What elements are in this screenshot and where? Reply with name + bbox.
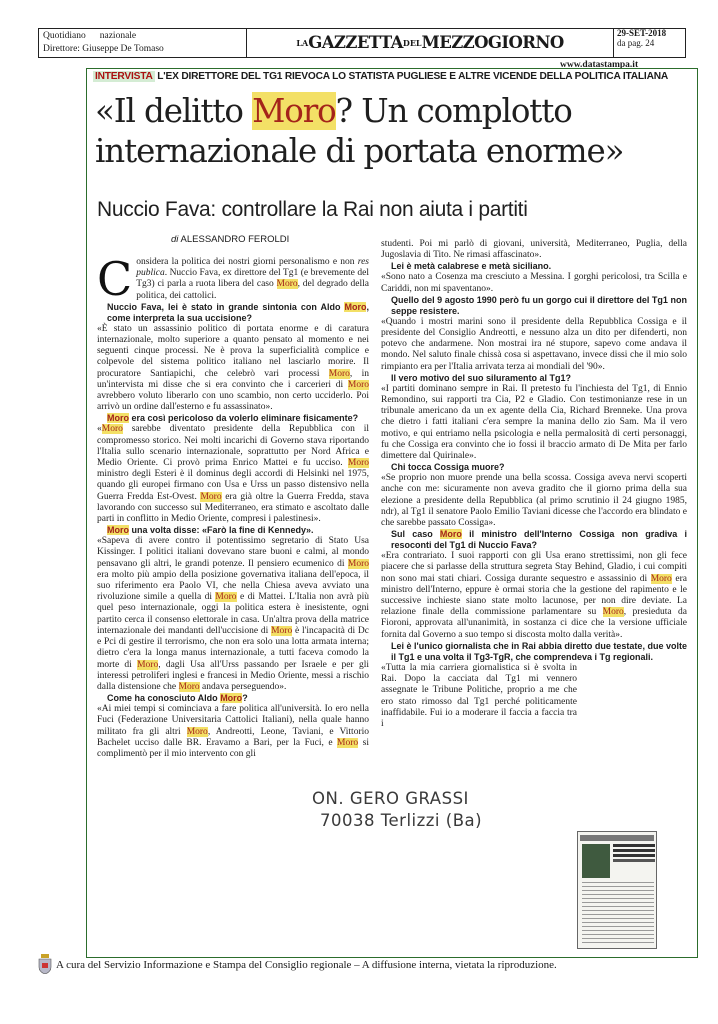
stamp-name: ON. GERO GRASSI	[312, 789, 469, 808]
article-subheadline: Nuccio Fava: controllare la Rai non aiuta i partiti	[97, 198, 528, 221]
kicker-text: L'EX DIRETTORE DEL TG1 RIEVOCA LO STATISTA PUGLIESE E ALTRE VICENDE DELLA POLITICA ITALIANA	[154, 71, 669, 82]
article-column-left: Considera la politica dei nostri giorni personalismo e non res publica. Nuccio Fava, ex direttore del Tg1 (e brevemente del Tg3) ci parla a ruota libera del caso Moro, del degrado della politica, dei cattolici. Nuccio Fava, lei è stato in grande sintonia con Aldo Moro, come interpreta la sua uccisione? «È stato un assassinio politico di portata enorme e di caratura internazionale, molto superiore a quanto pensato al momento e nei seguenti cinque processi. Ne è prova la superficialità complice e colpevole del sistema politico italiano nel lasciarlo morire. Il procuratore Santiapichi, che celebrò vari processi Moro, in un'intervista mi disse che si era convinto che i carcerieri di Moro avrebbero voluto liberarlo con uno scambio, non certo ucciderlo. Poi arrivò un ordine dall'esterno e fu assassinato». Moro era così pericoloso da volerlo eliminare fisicamente? «Moro sarebbe diventato presidente della Repubblica con il compromesso storico. Nei molti incarichi di Governo stava riportando l'Italia sullo scenario internazionale, soprattutto per Nord Africa e Medio Oriente. Ci provò prima Enrico Mattei e fu ucciso. Moro ministro degli Esteri è il dominus degli accordi di Helsinki nel 1975, quando gli europei firmano con Usa e Urss un passo distensivo nella Guerra Fredda Est-Ovest. Moro era già oltre la Guerra Fredda, stava lavorando con successo sul Mediterraneo, era stimato e ascoltato dalle parti in conflitto in Medio Oriente, compresi i palestinesi». Moro una volta disse: «Farò la fine di Kennedy». «Sapeva di avere contro il potentissimo segretario di Stato Usa Kissinger. I politici italiani dovevano stare buoni e calmi, al mondo pensavano gli altri, le grandi potenze. Il pensiero ecumenico di Moro era molto più ampio della posizione governativa italiana dell'epoca, il suo riferimento era Paolo VI, che nella Chiesa aveva avviato una rivoluzione simile a quella di Moro e di Mattei. L'Italia non avrà più quel peso internazionale, oggi la politica estera è inesistente, ogni partito cerca il consenso elettorale in casa. Un'altra prova della matrice internazionale dei mandanti dell'uccisione di Moro è l'incapacità di Dc e Pci di gestire il terrorismo, che non era solo una lotta armata interna; dietro c'era la longa manus internazionale, a tutti faceva comodo la morte di Moro, dagli Usa all'Urss passando per Israele e per gli interessi petroliferi inglesi e francesi in Medio Oriente, messi a rischio dalla distensione che Moro andava perseguendo». Come ha conosciuto Aldo Moro? «Ai miei tempi si cominciava a fare politica all'università. Io ero nella Fuci (Federazione Universitaria Cattolici Italiani), nella quale hanno militato fra gli altri Moro, Andreotti, Leone, Taviani, e Vittorio Bachelet ucciso dalle BR. Eravamo a Bari, per la Fuci, e Moro si complimentò per il mio intervento con gli	[97, 252, 370, 759]
page-thumbnail-image	[577, 831, 657, 949]
header-date-box	[613, 29, 686, 57]
drop-cap: C	[97, 252, 133, 306]
publication-scope: nazionale	[99, 31, 137, 41]
footer-notice	[38, 958, 688, 974]
newspaper-header	[38, 28, 686, 58]
header-publication-info	[39, 29, 247, 57]
publication-type: Quotidiano	[43, 31, 86, 41]
masthead-box	[247, 29, 613, 57]
publication-date: 29-SET-2018	[617, 28, 667, 38]
article-column-right: studenti. Poi mi parlò di giovani, università, Mediterraneo, Puglia, della Jugoslavia di Tito. Ne rimasi affascinato». Lei è metà calabrese e metà siciliano. «Sono nato a Cosenza ma cresciuto a Messina. I gorghi pericolosi, tra Scilla e Cariddi, non mi spaventano». Quello del 9 agosto 1990 però fu un gorgo cui il direttore del Tg1 non seppe resistere. «Quando i mostri marini sono il presidente della Repubblica Cossiga e il presidente del Consiglio Andreotti, e nessuno alza un dito per difenderti, non potevo che andarmene. Non mostrai ira né stupore, sapevo come andava il mondo. Nel saluto finale chissà cosa si aspettavano, invece dissi che il mio solo rimpianto era per l'Italia arrivata terza ai mondiali del '90». Il vero motivo del suo siluramento al Tg1? «I partiti dominano sempre in Rai. Il pretesto fu l'inchiesta del Tg1, di Ennio Remondino, sui rapporti tra Cia, P2 e Gladio. Con testimonianze rese in un tribunale americano da un ex agente della Cia, Richard Brenneke. Una prova che dietro i fatti italiani c'era sempre la manina dello zio Sam. Ma il vero motivo, e qui entriamo nella psicologia e nella permalosità di certi personaggi, fu che Cossiga era convinto che io fossi il braccio armato di De Mita per farlo dimettere dal Quirinale». Chi tocca Cossiga muore? «Se proprio non muore prende una bella scossa. Cossiga aveva nervi scoperti anche con me: sicuramente non aveva gradito che il giorno prima della sua elezione a presidente della Repubblica (al primo scrutinio il 24 giugno 1985, ndr), al Tg1 il senatore Paolo Emilio Taviani dicesse che l'accordo era blindato e che sarebbe passato Cossiga». Sul caso Moro il ministro dell'Interno Cossiga non gradiva i resoconti del Tg1 di Nuccio Fava? «Era contrariato. I suoi rapporti con gli Usa erano strettissimi, non gli fece piacere che si parlasse della struttura segreta Stay Behind, Gladio, i cui compiti non sono mai stati chiari. Cossiga durante sequestro e assassinio di Moro era ministro dell'Interno, eppure è ormai storia che la gestione del rapimento e le successive inchieste siano state molto lacunose, per non dire deviate. La relazione finale della commissione parlamentare su Moro, presieduta da Fioroni, approvata all'unanimità, in sostanza ci dice che la versione ufficiale fornita dal Governo a suo tempo si discosta molto dalla verità». Lei è l'unico giornalista che in Rai abbia diretto due testate, due volte il Tg1 e una volta il Tg3-TgR, che comprendeva i Tg regionali. «Tutta la mia carriera giornalistica si è svolta in Rai. Dopo la cacciata dal Tg1 mi vennero assegnate le Tribune Politiche, proprio a me che ero stato rimosso dal Tg1 perché politicamente inaffidabile. Fui io a moderare il faccia a faccia tra i	[381, 239, 688, 729]
article-kicker	[93, 71, 693, 82]
page-reference: da pag. 24	[617, 37, 655, 48]
kicker-tag: INTERVISTA	[95, 71, 153, 82]
author-name: ALESSANDRO FEROLDI	[180, 234, 290, 245]
ink-stamp	[306, 788, 482, 832]
article-headline: «Il delitto Moro? Un complotto internazionale di portata enorme»	[95, 92, 624, 170]
masthead-logo: LAGAZZETTADELMEZZOGIORNO	[296, 33, 564, 52]
stamp-address: 70038 Terlizzi (Ba)	[320, 811, 483, 830]
source-url: www.datastampa.it	[560, 60, 639, 70]
regional-crest-icon	[38, 954, 52, 974]
article-byline: di ALESSANDRO FEROLDI	[171, 234, 290, 245]
headline-highlight: Moro	[252, 92, 336, 130]
publication-director: Direttore: Giuseppe De Tomaso	[43, 44, 164, 54]
footer-text: A cura del Servizio Informazione e Stampa del Consiglio regionale – A diffusione interna, vietata la riproduzione.	[56, 959, 557, 971]
